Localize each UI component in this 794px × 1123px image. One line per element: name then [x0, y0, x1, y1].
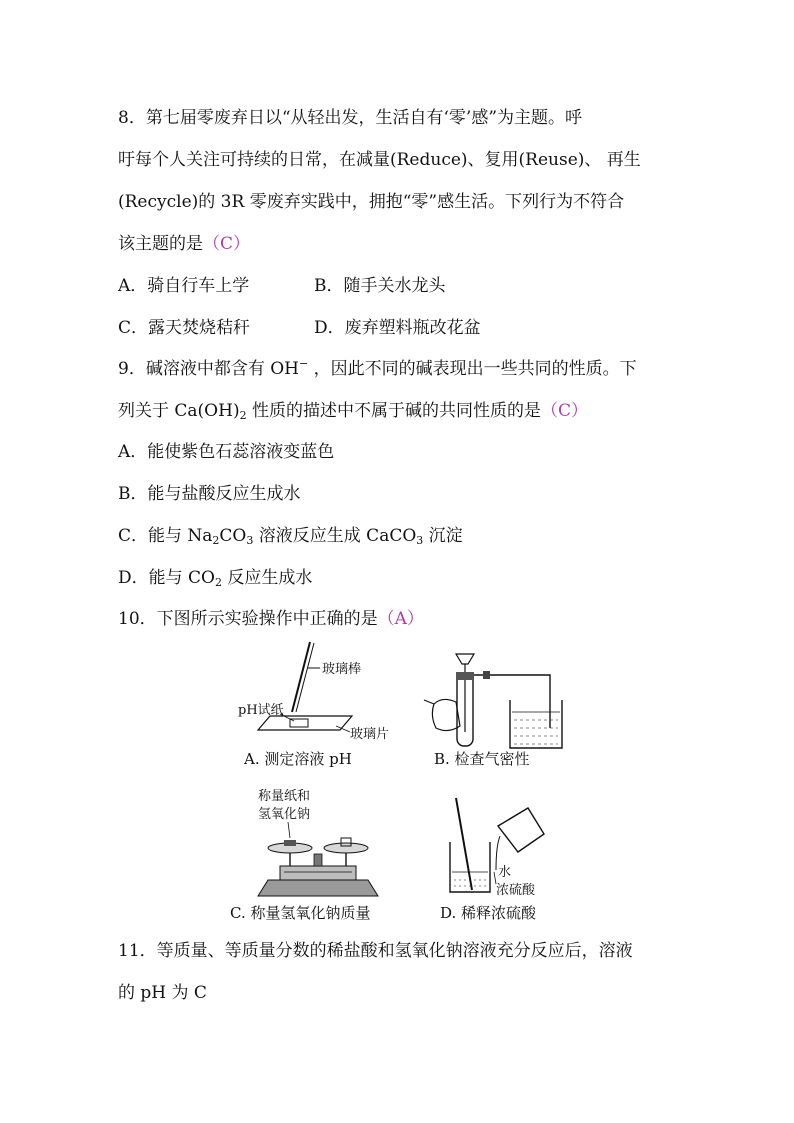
- glass-rod-icon: [292, 642, 310, 712]
- q8-option-c: C．露天焚烧秸秆: [118, 318, 251, 338]
- label-water: 水: [498, 865, 512, 880]
- stopper-icon: [456, 672, 474, 680]
- q9-answer: （C）: [540, 401, 588, 421]
- q8-answer: （C）: [203, 234, 251, 254]
- q8-stem-line-2: 吁每个人关注可持续的日常，在减量(Reduce)、复用(Reuse)、 再生: [118, 150, 641, 170]
- q8-stem-line-1: 8．第七届零废弃日以“从轻出发，生活自有‘零’感”为主题。呼: [118, 108, 583, 128]
- q8-options-row-2: [118, 316, 688, 340]
- q9-option-d-text: D．能与 CO: [118, 568, 215, 588]
- caption-b: B. 检查气密性: [434, 750, 530, 768]
- q9-option-c-text: CO: [219, 526, 247, 546]
- q10-figure: [228, 640, 580, 930]
- q8-stem-line-3: (Recycle)的 3R 零废弃实践中，拥抱“零”感生活。下列行为不符合: [118, 192, 625, 212]
- c-label-line: [288, 822, 290, 838]
- label-paper-and: 称量纸和: [258, 789, 311, 804]
- hand-wrist: [424, 700, 434, 704]
- label-glass-plate: 玻璃片: [350, 727, 390, 742]
- q9-option-c-sub: 3: [416, 534, 424, 547]
- q9-option-b: B．能与盐酸反应生成水: [118, 484, 301, 504]
- sample-icon: [284, 840, 296, 846]
- panel-b-airtight-check: [424, 654, 562, 768]
- q11-stem-line-2: 的 pH 为 C: [118, 983, 207, 1003]
- glass-rod-edge: [296, 643, 314, 712]
- q8-stem-line-4: [118, 232, 688, 256]
- pouring-cylinder-icon: [498, 808, 544, 852]
- q8-options-row-1: [118, 274, 688, 298]
- panel-a-ph-test: [238, 642, 389, 768]
- q10-stem-text: 10．下图所示实验操作中正确的是: [118, 609, 378, 629]
- q9-superscript: −: [298, 357, 309, 370]
- stir-rod-icon: [456, 798, 472, 890]
- q9-option-c-text: C．能与 Na: [118, 526, 213, 546]
- caption-a: A. 测定溶液 pH: [244, 750, 352, 768]
- q9-option-d: [118, 566, 688, 590]
- q9-stem-text-end: 性质的描述中不属于碱的共同性质的是: [246, 401, 541, 421]
- label-concentrated-acid: 浓硫酸: [496, 883, 536, 898]
- funnel-icon: [456, 654, 474, 664]
- caption-c: C. 称量氢氧化钠质量: [230, 904, 371, 922]
- beaker-d-icon: [450, 842, 490, 892]
- q9-stem-text: 9．碱溶液中都含有 OH: [118, 359, 299, 379]
- q9-option-c-sub: 3: [246, 534, 254, 547]
- clamp-icon: [483, 671, 490, 679]
- q8-option-b: B．随手关水龙头: [314, 276, 446, 296]
- q9-option-c-text: 沉淀: [423, 526, 463, 546]
- caption-d: D. 稀释浓硫酸: [440, 904, 537, 922]
- q9-stem-formula: 列关于 Ca(OH): [118, 401, 240, 421]
- q9-stem-line-2: [118, 399, 688, 423]
- label-ph-paper: pH试纸: [238, 703, 284, 718]
- q9-option-c-text: 溶液反应生成 CaCO: [253, 526, 417, 546]
- panel-d-dilution: [440, 798, 544, 922]
- q9-option-a: A．能使紫色石蕊溶液变蓝色: [118, 442, 335, 462]
- balance-base-icon: [258, 880, 378, 896]
- q8-option-d: D．废弃塑料瓶改花盆: [314, 318, 481, 338]
- balance-body: [280, 866, 356, 880]
- beaker-icon: [510, 700, 562, 748]
- right-pan-icon: [324, 843, 368, 853]
- balance-pointer: [314, 854, 322, 866]
- panel-c-weighing: [230, 789, 378, 922]
- q10-answer: （A）: [377, 609, 424, 629]
- q8-option-a: A．骑自行车上学: [118, 276, 250, 296]
- q9-option-c: [118, 524, 688, 548]
- label-glass-rod: 玻璃棒: [322, 662, 362, 677]
- q10-stem: [118, 607, 688, 631]
- q9-subscript: 2: [239, 409, 247, 422]
- q9-option-d-sub: 2: [214, 576, 222, 589]
- q9-option-c-sub: 2: [212, 534, 220, 547]
- glass-plate-icon: [258, 716, 352, 730]
- q8-stem-text: 该主题的是: [118, 234, 203, 254]
- q9-stem-text-cont: ，因此不同的碱表现出一些共同的性质。下: [308, 359, 637, 379]
- hand-icon: [432, 699, 460, 730]
- label-sodium-hydroxide: 氢氧化钠: [258, 807, 311, 822]
- q9-option-d-text: 反应生成水: [221, 568, 313, 588]
- q11-stem-line-1: 11．等质量、等质量分数的稀盐酸和氢氧化钠溶液充分反应后，溶液: [118, 941, 633, 961]
- q9-stem-line-1: [118, 357, 688, 381]
